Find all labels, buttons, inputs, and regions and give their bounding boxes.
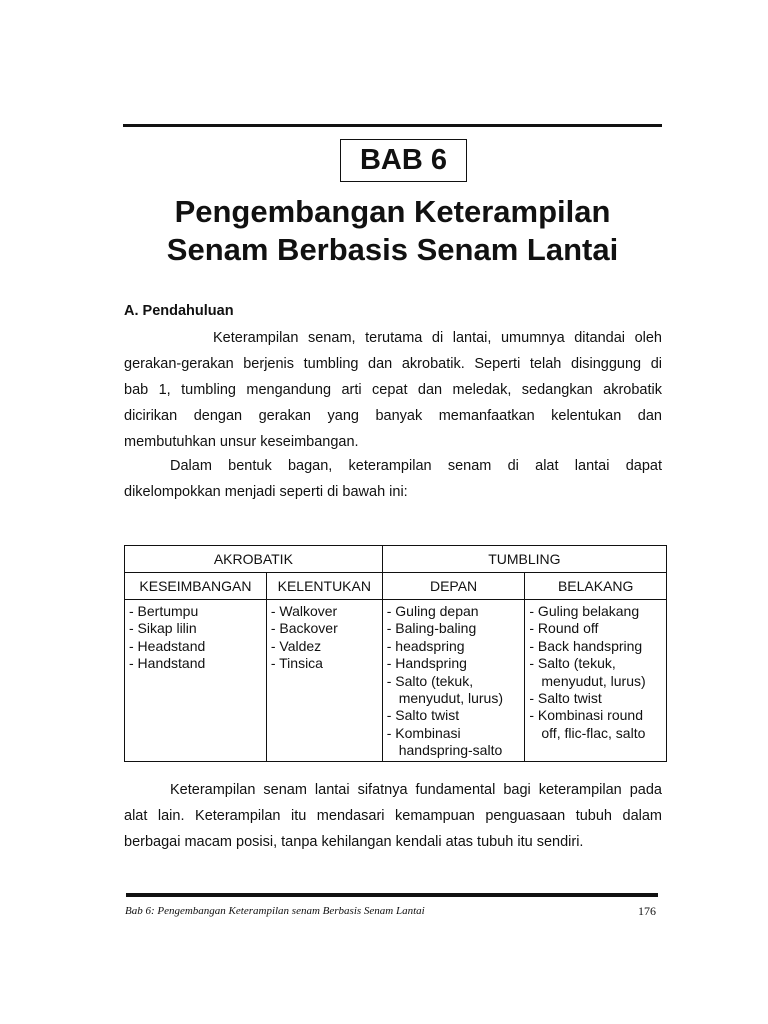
footer-running-title: Bab 6: Pengembangan Keterampilan senam Berbasis Senam Lantai bbox=[125, 905, 425, 917]
list-item: - Round off bbox=[529, 620, 599, 637]
list-item: - Salto (tekuk, bbox=[529, 655, 616, 672]
paragraph-line: gerakan-gerakan berjenis tumbling dan akrobatik. Seperti telah disinggung di bbox=[124, 356, 662, 372]
table-row bbox=[125, 600, 667, 762]
header-keseimbangan: KESEIMBANGAN bbox=[125, 573, 267, 600]
paragraph-line: dikelompokkan menjadi seperti di bawah ini: bbox=[124, 484, 408, 500]
paragraph-line: Keterampilan senam lantai sifatnya fundamental bagi keterampilan pada bbox=[170, 782, 662, 798]
list-item: - Guling belakang bbox=[529, 603, 640, 619]
list-item: - Salto twist bbox=[529, 690, 602, 707]
chapter-title-line-1: Pengembangan Keterampilan bbox=[174, 194, 611, 229]
depan-list bbox=[382, 600, 525, 762]
list-item: - Headstand bbox=[129, 637, 206, 654]
list-item: - Salto (tekuk, bbox=[386, 672, 474, 689]
list-item: - Sikap lilin bbox=[129, 620, 197, 637]
list-item: - Handspring bbox=[386, 655, 467, 672]
list-item: - Kombinasi bbox=[386, 724, 461, 741]
list-item: - Bertumpu bbox=[129, 603, 199, 619]
chapter-label: BAB 6 bbox=[340, 139, 467, 182]
paragraph-line: berbagai macam posisi, tanpa kehilangan kendali atas tubuh itu sendiri. bbox=[124, 834, 584, 850]
list-item: - Handstand bbox=[129, 655, 206, 672]
header-belakang: BELAKANG bbox=[525, 573, 667, 600]
chart-intro-paragraph bbox=[124, 453, 662, 505]
paragraph-line: Keterampilan senam, terutama di lantai, umumnya ditandai oleh bbox=[213, 330, 662, 346]
paragraph-line: alat lain. Keterampilan itu mendasari kemampuan penguasaan tubuh dalam bbox=[124, 808, 662, 824]
list-item: - headspring bbox=[386, 637, 465, 654]
list-item: - Guling depan bbox=[386, 603, 479, 619]
header-akrobatik: AKROBATIK bbox=[125, 546, 383, 573]
list-item-continuation: menyudut, lurus) bbox=[398, 690, 504, 707]
chapter-title bbox=[100, 193, 685, 269]
page-number: 176 bbox=[638, 904, 656, 918]
sub-header-row bbox=[125, 573, 667, 600]
footer-rule bbox=[126, 893, 658, 897]
paragraph-line: bab 1, tumbling mengandung arti cepat dan meledak, sedangkan akrobatik bbox=[124, 382, 662, 398]
header-tumbling: TUMBLING bbox=[382, 546, 666, 573]
belakang-list bbox=[525, 600, 667, 762]
paragraph-line: dicirikan dengan gerakan yang banyak memanfaatkan kelentukan dan bbox=[124, 408, 662, 424]
list-item: - Back handspring bbox=[529, 637, 643, 654]
list-item: - Kombinasi round bbox=[529, 707, 643, 724]
paragraph-line: Dalam bentuk bagan, keterampilan senam di alat lantai dapat bbox=[170, 458, 662, 474]
intro-paragraph bbox=[124, 325, 662, 455]
list-item-continuation: handspring-salto bbox=[398, 742, 503, 759]
keseimbangan-list bbox=[125, 600, 267, 762]
group-header-row bbox=[125, 546, 667, 573]
closing-paragraph bbox=[124, 777, 662, 855]
chapter-title-line-2: Senam Berbasis Senam Lantai bbox=[166, 232, 619, 267]
paragraph-line: membutuhkan unsur keseimbangan. bbox=[124, 434, 359, 450]
skills-table bbox=[124, 545, 667, 762]
list-item: - Baling-baling bbox=[386, 620, 477, 637]
top-rule bbox=[123, 124, 662, 127]
section-heading: A. Pendahuluan bbox=[124, 303, 234, 319]
list-item-continuation: off, flic-flac, salto bbox=[541, 724, 646, 741]
header-kelentukan: KELENTUKAN bbox=[266, 573, 382, 600]
kelentukan-list bbox=[266, 600, 382, 762]
list-item: - Walkover bbox=[270, 603, 338, 619]
list-item: - Salto twist bbox=[386, 707, 460, 724]
list-item: - Tinsica bbox=[270, 655, 323, 672]
list-item: - Backover bbox=[270, 620, 338, 637]
header-depan: DEPAN bbox=[382, 573, 525, 600]
list-item: - Valdez bbox=[270, 637, 322, 654]
list-item-continuation: menyudut, lurus) bbox=[541, 672, 646, 689]
